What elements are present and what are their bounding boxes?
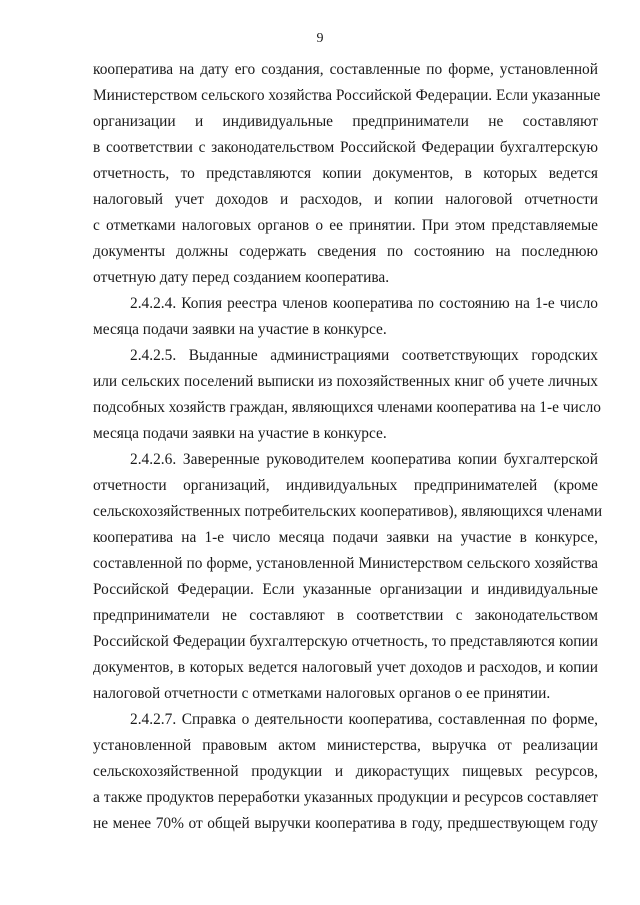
paragraph-4-line-9: документов, в которых ведется налоговый учет доходов и расходов, и копии <box>93 659 598 676</box>
paragraph-5-line-1: 2.4.2.7. Справка о деятельности кооператива, составленная по форме, <box>130 711 598 728</box>
paragraph-1-line-4: в соответствии с законодательством Российской Федерации бухгалтерскую <box>93 139 598 156</box>
paragraph-1-line-3: организации и индивидуальные предприниматели не составляют <box>93 113 598 130</box>
paragraph-4-line-7: предприниматели не составляют в соответствии с законодательством <box>93 607 598 624</box>
paragraph-1-line-9: отчетную дату перед созданием кооператива. <box>93 269 390 286</box>
paragraph-1-line-6: налоговый учет доходов и расходов, и копии налоговой отчетности <box>93 191 598 208</box>
paragraph-3-line-4: месяца подачи заявки на участие в конкурсе. <box>93 425 387 442</box>
paragraph-4-line-2: отчетности организаций, индивидуальных предпринимателей (кроме <box>93 477 598 494</box>
paragraph-4-line-5: составленной по форме, установленной Министерством сельского хозяйства <box>93 555 598 572</box>
paragraph-3-line-3: подсобных хозяйств граждан, являющихся членами кооператива на 1-е число <box>93 399 601 416</box>
paragraph-5-line-3: сельскохозяйственной продукции и дикорастущих пищевых ресурсов, <box>93 763 598 780</box>
paragraph-4-line-4: кооператива на 1-е число месяца подачи заявки на участие в конкурсе, <box>93 529 598 546</box>
paragraph-1-line-8: документы должны содержать сведения по состоянию на последнюю <box>93 243 598 260</box>
paragraph-1-line-5: отчетность, то представляются копии документов, в которых ведется <box>93 165 598 182</box>
paragraph-1-line-2: Министерством сельского хозяйства Российской Федерации. Если указанные <box>93 87 601 104</box>
paragraph-4-line-3: сельскохозяйственных потребительских кооперативов), являющихся членами <box>93 503 603 520</box>
page-number: 9 <box>316 31 324 46</box>
paragraph-4-line-6: Российской Федерации. Если указанные организации и индивидуальные <box>93 581 598 598</box>
paragraph-2-line-1: 2.4.2.4. Копия реестра членов кооператива по состоянию на 1-е число <box>130 295 598 312</box>
paragraph-3-line-1: 2.4.2.5. Выданные администрациями соответствующих городских <box>130 347 598 364</box>
paragraph-1-line-1: кооператива на дату его создания, составленные по форме, установленной <box>93 61 598 78</box>
paragraph-5-line-5: не менее 70% от общей выручки кооператива в году, предшествующем году <box>93 815 598 832</box>
paragraph-2-line-2: месяца подачи заявки на участие в конкурсе. <box>93 321 387 338</box>
paragraph-4-line-8: Российской Федерации бухгалтерскую отчетность, то представляются копии <box>93 633 598 650</box>
paragraph-5-line-4: а также продуктов переработки указанных продукции и ресурсов составляет <box>93 789 598 806</box>
paragraph-1-line-7: с отметками налоговых органов о ее принятии. При этом представляемые <box>93 217 598 234</box>
paragraph-4-line-1: 2.4.2.6. Заверенные руководителем кооператива копии бухгалтерской <box>130 451 598 468</box>
paragraph-4-line-10: налоговой отчетности с отметками налоговых органов о ее принятии. <box>93 685 551 702</box>
paragraph-3-line-2: или сельских поселений выписки из похозяйственных книг об учете личных <box>93 373 598 390</box>
paragraph-5-line-2: установленной правовым актом министерства, выручка от реализации <box>93 737 598 754</box>
